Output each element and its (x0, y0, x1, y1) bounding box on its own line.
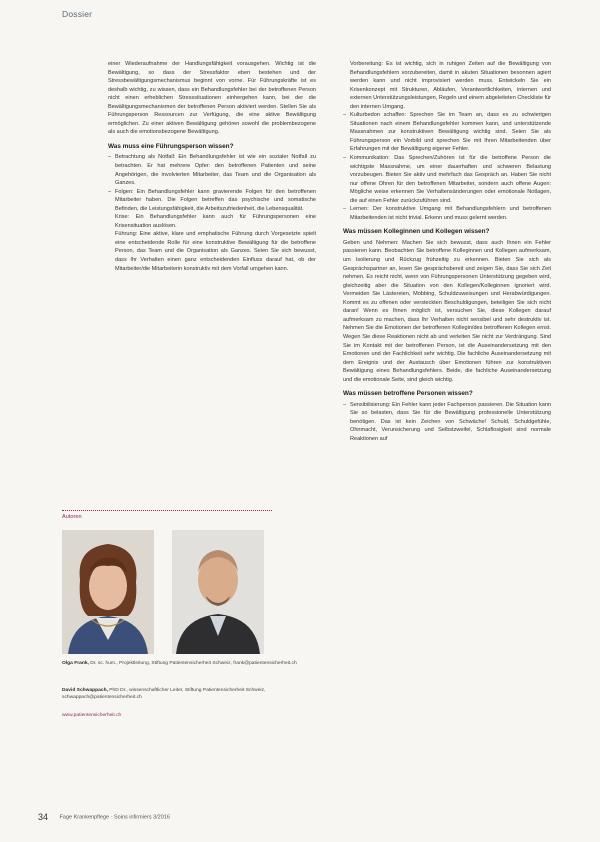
item-leadership: Führung: Eine aktive, klare und emphatische Führung durch Vorgesetzte spielt eine entscheidende Rolle für eine konstruktive Bewältigung für die betroffene Person, das Team und die Organisation als Ganzes. Seien Sie sich bewusst, dass Ihr Verhalten einen ganz entscheidenden Einfluss darauf hat, ob der Mitarbeiter/die Mitarbeiterin konstruktiv mit dem Vorfall umgehen kann. (115, 231, 316, 272)
page-number: 34 (38, 812, 49, 822)
authors-label: Autoren (62, 514, 82, 520)
authors-divider (62, 510, 272, 511)
bullet-communication: – Kommunikation: Das Sprechen/Zuhören ist für die betroffene Person die wichtigste Massnahme, um einer dauerhaften und schweren Belastung vorzubeugen. Bieten Sie aktiv und mehrfach das Gespräch an. Haben Sie nicht nur offene Ohren für den betroffenen Mitarbeiter, sondern auch offene Augen: Mögliche weise erkennen Sie Verhaltensänderungen oder emotionale Notlagen, die auf einen Fehler zurückzuführen sind. (343, 154, 551, 205)
website-link[interactable]: www.patientensicherheit.ch (62, 713, 122, 718)
author-name-schwappach: David Schwappach, (62, 688, 108, 693)
bullet-consequences: – Folgen: Ein Behandlungsfehler kann gravierende Folgen für den betroffenen Mitarbeiter haben. Die Folgen betreffen das psychische und somatische Befinden, die Leistungsfähigkeit, die Arbeitszufriedenheit, die Lebensqualität. (108, 188, 316, 214)
leader-bullet-list (108, 153, 316, 273)
heading-affected: Was müssen betroffene Personen wissen? (343, 390, 473, 398)
left-column (108, 60, 316, 277)
author-photo-woman (62, 530, 154, 654)
bullet-emergency: – Betrachtung als Notfall: Ein Behandlungsfehler ist wie ein sozialer Notfall zu betrachten. Er hat mehrere Opfer: den betroffenen Patienten und seine Angehörigen, die involvierten Mitarbeiter, das Team und die Organisation als Ganzes. (108, 153, 316, 187)
author-bio-frank (62, 660, 298, 667)
author-photo-man (172, 530, 264, 654)
heading-leaders: Was muss eine Führungsperson wissen? (108, 142, 234, 150)
right-column (343, 60, 551, 448)
affected-bullet-list (343, 401, 551, 444)
heading-colleagues: Was müssen Kolleginnen und Kollegen wissen? (343, 228, 490, 236)
bullet-sensitisation: – Sensibilisierung: Ein Fehler kann jeder Fachperson passieren. Die Situation kann Sie so belasten, dass Sie für die Bewältigung professionelle Unterstützung benötigen. Das ist kein Zeichen von Schwäche! Schuld, Schuldgefühle, Ohnmacht, Verunsicherung und Selbstzweifel, Schlaflosigkeit sind normale Reaktionen auf (343, 401, 551, 444)
publication-info: Fage Krankenpflege · Soins infirmiers 3/2016 (59, 814, 170, 821)
author-details-schwappach: PhD Dr., wissenschaftlicher Leiter, Stiftung Patientensicherheit Schweiz, schwappach@patientensicherheit.ch (62, 688, 266, 701)
bullet-learning: – Lernen: Der konstruktive Umgang mit Behandlungsfehlern und betroffenen Mitarbeitenden ist nicht trivial. Erkenn und muss gelernt werden. (343, 205, 551, 222)
author-name-frank: Olga Frank, (62, 661, 89, 666)
item-crisis: Krise: Ein Behandlungsfehler kann auch für Führungspersonen eine Krisensituation auslösen. (115, 214, 316, 229)
item-preparation: Vorbereitung: Es ist wichtig, sich in ruhigen Zeiten auf die Bewältigung von Behandlungsfehlern vorzubereiten, damit in akuten Situationen besonnen agiert werden kann und nicht improvisiert werden muss. Entwickeln Sie ein Krisenkonzept mit Strukturen, Abläufen, Verantwortlichkeiten, internen und externen Unterstützungsleistungen, Regeln und einem abgeleiteten Checkliste für den internen Umgang. (350, 61, 551, 110)
page-footer (38, 812, 170, 822)
colleagues-paragraph: Geben und Nehmen: Machen Sie sich bewusst, dass auch Ihnen ein Fehler passieren kann. Beobachten Sie betroffene Kolleginnen und Kollegen aufmerksam, um Isolierung und Rückzug frühzeitig zu erkennen. Bieten Sie sich als Gesprächspartner an, lesen Sie gesprächsbereit und zeigen Sie, dass Sie sich Zeit nehmen. Es reicht nicht, wenn von Führungspersonen Unterstützung gegeben wird, gleichzeitig aber die Situation von den Kollegen/Kolleginnen ignoriert wird. Vermeiden Sie Lästereien, Mobbing, Schuldzuweisungen und Herabwürdigungen. Kommt es zu offenen oder versteckten Beschuldigungen, beteiligen Sie sich nicht daran! Wenn es Ihnen möglich ist, versuchen Sie, diese Kollegen darauf aufmerksam zu machen, dass Ihr Verhalten nicht sensibel und sehr destruktiv ist. Nehmen Sie die Emotionen der betroffenen Kollegin/des betroffenen Kollegen ernst. Wegen Sie diese Reaktionen nicht ab und verleiten Sie nicht zur Verdrängung. Sind Sie im Kontakt mit der betroffenen Person, ist die Auseinandersetzung mit den Emotionen und der Fachlichkeit sehr wichtig. Die fachliche Auseinandersetzung mit dem Ereignis und der Austausch über Emotionen führen zur konstruktiven Bewältigung eines Behandlungsfehlers. Beide, die fachliche Auseinandersetzung und die emotionale Seite, sind gleich wichtig. (343, 239, 551, 383)
bullet-culture: – Kulturbedon schaffen: Sprechen Sie im Team an, dass es zu schwierigen Situationen nach einem Behandlungsfehler kommen kann, und unterstützende Massnahmen zur konstruktiven Bewältigung wichtig sind. Seien Sie als Führungsperson ein Vorbild und sprechen Sie mit Ihren Mitarbeitenden über Erfahrungen mit der Bewältigung eigener Fehler. (343, 111, 551, 154)
section-label: Dossier (62, 9, 93, 19)
author-details-frank: Dr. sc. hum., Projektleitung, Stiftung Patientensicherheit Schweiz, frank@patientensicherheit.ch (88, 661, 297, 666)
author-bio-schwappach (62, 687, 298, 701)
right-bullet-list (343, 60, 551, 222)
intro-paragraph: einer Wiederaufnahme der Handlungsfähigkeit vorausgehen. Wichtig ist die Bewältigung, so dass der Stressfaktor eben bestehen und der Stressbewältigungsmechanismus beginnt von vorne. Für Führungskräfte ist es deshalb wichtig, zu wissen, dass ein Behandlungsfehler bei der betroffenen Person nicht einen erheblichen Stresssituationen einhergehen kann, bei der die Bewältigungsmechanismen der betroffenen Person aktiviert werden. Stellen Sie als Führungsperson Ressourcen zur Verfügung, die eine aktive Bewältigung ermöglichen. Zu einer aktiven Bewältigung gehören sowohl die problembezogene als auch die emotionsbezogene Bewältigung. (108, 61, 316, 136)
